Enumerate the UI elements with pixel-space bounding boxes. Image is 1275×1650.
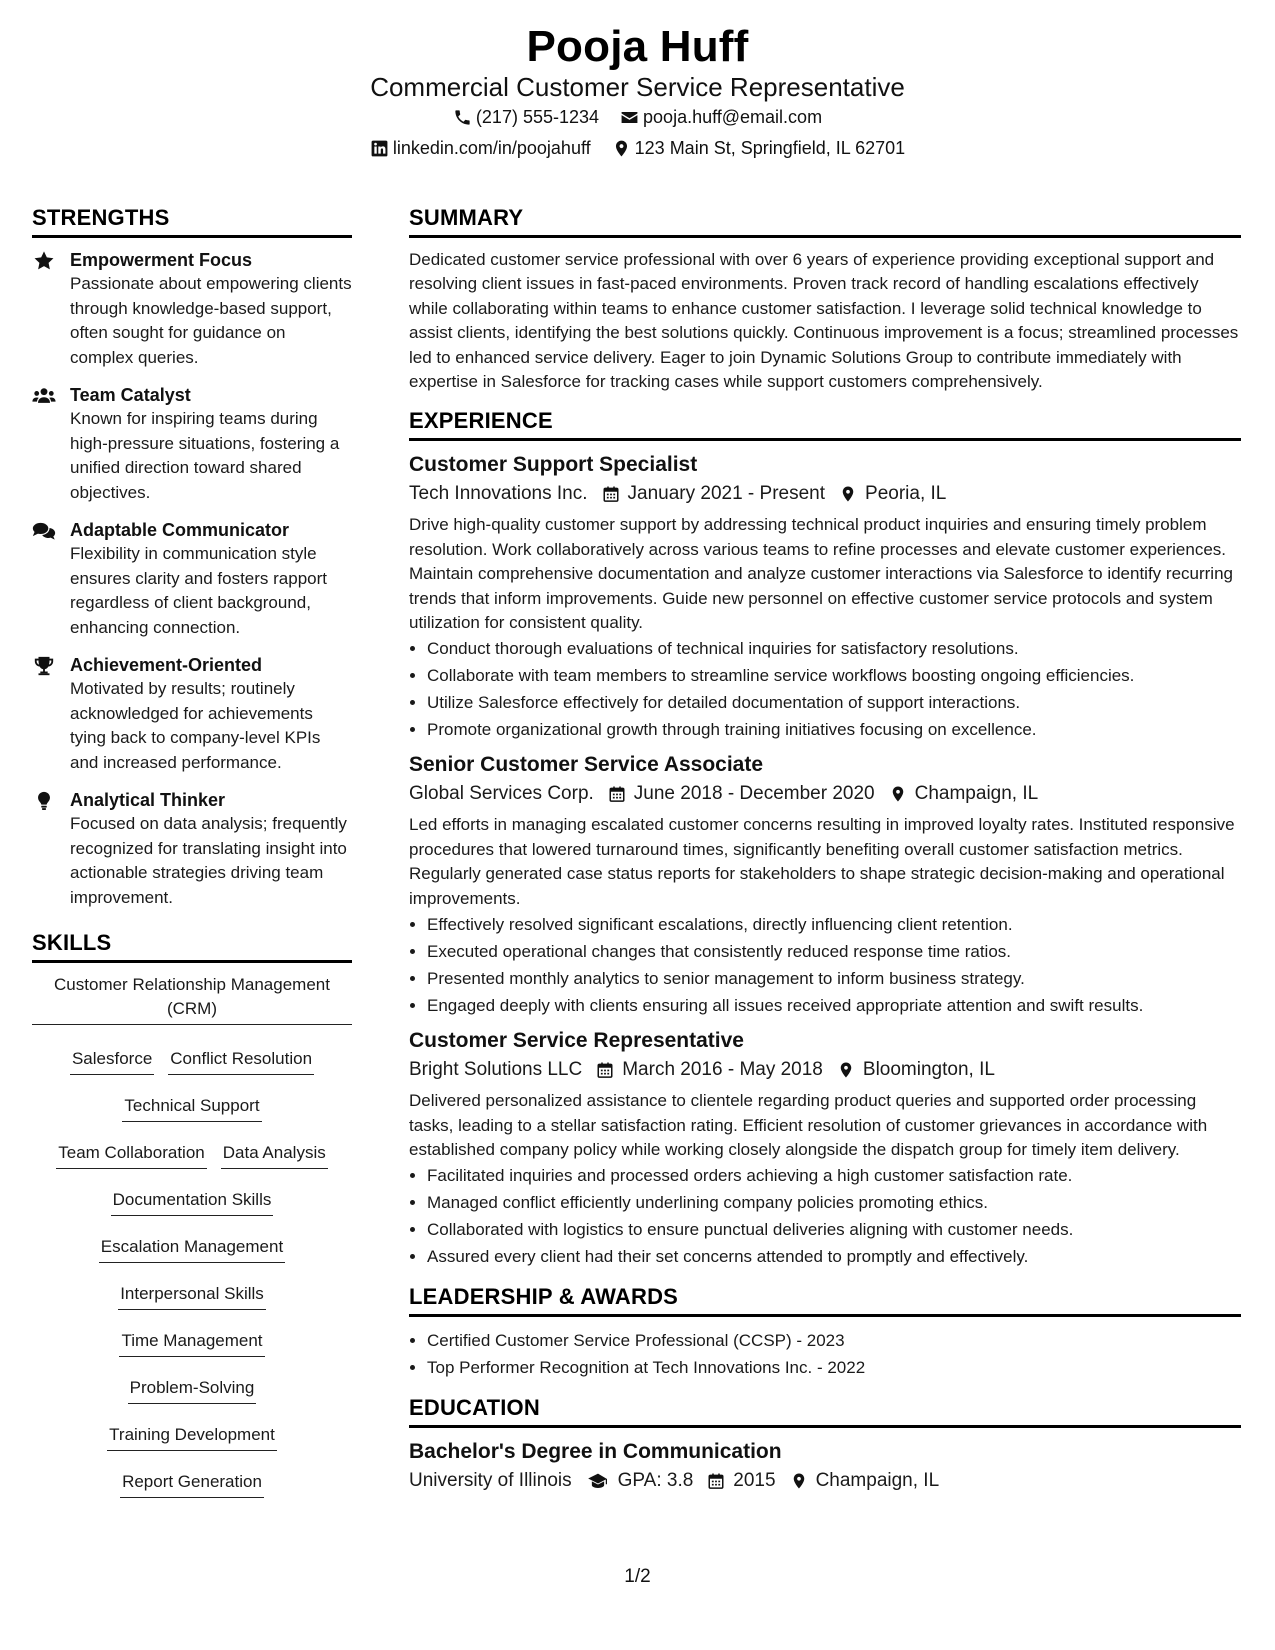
list-item: • Effectively resolved significant escalations, directly influencing client retention.	[427, 911, 1241, 938]
job-company: Tech Innovations Inc.	[409, 483, 588, 505]
phone-number: (217) 555-1234	[475, 107, 600, 127]
skill-tag: Technical Support	[122, 1094, 261, 1122]
strength-description: Flexibility in communication style ensures clarity and fosters rapport regardless of client background, enhancing connection.	[70, 544, 328, 637]
job-dates-text: March 2016 - May 2018	[622, 1059, 823, 1081]
list-item: • Promote organizational growth through training initiatives focusing on excellence.	[427, 716, 1241, 743]
phone-contact	[453, 107, 599, 128]
strength-title: Empowerment Focus	[70, 250, 253, 270]
calendar-icon	[596, 1061, 614, 1079]
education-heading: EDUCATION	[409, 1395, 1241, 1428]
linkedin-icon	[370, 139, 389, 158]
comments-icon	[32, 520, 56, 542]
strength-item	[32, 383, 352, 505]
education-location-text: Champaign, IL	[815, 1470, 940, 1492]
list-item: • Top Performer Recognition at Tech Innovations Inc. - 2022	[427, 1354, 1241, 1381]
linkedin-url[interactable]: linkedin.com/in/poojahuff	[392, 138, 591, 158]
strength-title: Analytical Thinker	[70, 790, 226, 810]
candidate-role: Commercial Customer Service Representative	[370, 72, 905, 102]
list-item: • Certified Customer Service Professional (CCSP) - 2023	[427, 1327, 1241, 1354]
strength-description: Motivated by results; routinely acknowledged for achievements tying back to company-level KPIs and increased performance.	[70, 679, 321, 772]
contact-row-1	[0, 107, 1275, 132]
street-address: 123 Main St, Springfield, IL 62701	[634, 138, 906, 158]
job-company: Bright Solutions LLC	[409, 1059, 583, 1081]
list-item: • Collaborated with logistics to ensure punctual deliveries aligning with customer needs.	[427, 1216, 1241, 1243]
list-item: • Presented monthly analytics to senior management to inform business strategy.	[427, 965, 1241, 992]
job-meta	[409, 779, 1241, 809]
strengths-section	[32, 205, 352, 910]
job-location	[837, 1055, 995, 1085]
skills-list	[32, 973, 352, 1517]
gpa-text: GPA: 3.8	[617, 1470, 694, 1492]
job-company: Global Services Corp.	[409, 783, 594, 805]
job-bullets	[409, 911, 1241, 1019]
address-contact	[612, 138, 906, 159]
left-column	[32, 205, 352, 1525]
skill-tag: Team Collaboration	[56, 1141, 206, 1169]
map-marker-icon	[790, 1472, 808, 1490]
job-location-text: Peoria, IL	[865, 483, 947, 505]
calendar-icon	[608, 785, 626, 803]
job-dates	[596, 1055, 823, 1085]
map-marker-icon	[889, 785, 907, 803]
job-title: Senior Customer Service Associate	[409, 753, 764, 777]
job-location-text: Bloomington, IL	[862, 1059, 995, 1081]
skill-tag: Data Analysis	[221, 1141, 328, 1169]
summary-section	[409, 205, 1241, 394]
job-entry	[409, 751, 1241, 1019]
contact-row-2	[0, 138, 1275, 163]
skill-tag: Training Development	[107, 1423, 277, 1451]
envelope-icon	[620, 108, 639, 127]
awards-list	[409, 1327, 1241, 1381]
job-description: Drive high-quality customer support by addressing technical product inquiries and ensuring timely problem resolution. Work collaboratively across various teams to refine processes and elevate customer experiences. Maintain comprehensive documentation and analyze customer interactions via Salesforce to identify recurring trends that inform improvements. Guide new personnel on effective customer service protocols and system utilization for consistent quality.	[409, 515, 1233, 633]
map-marker-icon	[612, 139, 631, 158]
experience-heading: EXPERIENCE	[409, 408, 1241, 441]
education-location	[790, 1466, 940, 1496]
job-dates-text: June 2018 - December 2020	[633, 783, 875, 805]
email-contact[interactable]	[620, 107, 822, 128]
phone-icon	[453, 108, 472, 127]
job-meta	[409, 479, 1241, 509]
linkedin-contact[interactable]	[370, 138, 591, 159]
right-column	[409, 205, 1241, 1504]
education-gpa	[586, 1466, 694, 1496]
summary-heading: SUMMARY	[409, 205, 1241, 238]
job-title: Customer Service Representative	[409, 1029, 744, 1053]
list-item: • Utilize Salesforce effectively for detailed documentation of support interactions.	[427, 689, 1241, 716]
strength-item	[32, 788, 352, 910]
map-marker-icon	[839, 485, 857, 503]
skill-tag: Customer Relationship Management (CRM)	[32, 973, 352, 1025]
page-number: 1/2	[624, 1566, 651, 1587]
skill-tag: Conflict Resolution	[168, 1047, 314, 1075]
list-item: • Managed conflict efficiently underlining company policies promoting ethics.	[427, 1189, 1241, 1216]
skill-tag: Escalation Management	[99, 1235, 285, 1263]
education-year	[707, 1466, 775, 1496]
list-item: • Executed operational changes that consistently reduced response time ratios.	[427, 938, 1241, 965]
list-item: • Engaged deeply with clients ensuring all issues received appropriate attention and swift results.	[427, 992, 1241, 1019]
job-bullets	[409, 1162, 1241, 1270]
skill-tag: Documentation Skills	[111, 1188, 274, 1216]
strength-title: Team Catalyst	[70, 385, 191, 405]
job-dates	[602, 479, 826, 509]
job-location	[889, 779, 1039, 809]
skill-tag: Report Generation	[120, 1470, 264, 1498]
strength-description: Known for inspiring teams during high-pressure situations, fostering a unified direction toward shared objectives.	[70, 409, 340, 502]
job-location-text: Champaign, IL	[914, 783, 1039, 805]
job-meta	[409, 1055, 1241, 1085]
education-meta	[409, 1466, 1241, 1496]
strength-description: Passionate about empowering clients through knowledge-based support, often sought for guidance on complex queries.	[70, 274, 352, 367]
skills-heading: SKILLS	[32, 930, 352, 963]
strength-title: Achievement-Oriented	[70, 655, 263, 675]
strength-item	[32, 653, 352, 775]
job-dates	[608, 779, 875, 809]
job-location	[839, 479, 946, 509]
skill-tag: Salesforce	[70, 1047, 154, 1075]
email-address[interactable]: pooja.huff@email.com	[643, 107, 823, 127]
strengths-heading: STRENGTHS	[32, 205, 352, 238]
calendar-icon	[707, 1472, 725, 1490]
job-entry	[409, 1027, 1241, 1270]
job-description: Delivered personalized assistance to clientele regarding product queries and supported order processing tasks, leading to a stellar satisfaction rating. Efficient resolution of customer grievances in accordance with established company policy while working closely alongside the dispatch group for timely item delivery.	[409, 1091, 1208, 1159]
job-title: Customer Support Specialist	[409, 453, 698, 477]
awards-section	[409, 1284, 1241, 1381]
list-item: • Facilitated inquiries and processed orders achieving a high customer satisfaction rate.	[427, 1162, 1241, 1189]
trophy-icon	[32, 655, 56, 677]
job-description: Led efforts in managing escalated customer concerns resulting in improved loyalty rates. Instituted responsive procedures that lowered turnaround times, significantly benefiting overall customer satisfaction metrics. Regularly generated case status reports for stakeholders to shape strategic decision-making and operational improvements.	[409, 815, 1235, 908]
skill-tag: Problem-Solving	[128, 1376, 257, 1404]
skill-tag: Interpersonal Skills	[118, 1282, 266, 1310]
strength-item	[32, 518, 352, 640]
list-item: • Assured every client had their set concerns attended to promptly and effectively.	[427, 1243, 1241, 1270]
strength-description: Focused on data analysis; frequently recognized for translating insight into actionable strategies driving team improvement.	[70, 814, 347, 907]
strength-title: Adaptable Communicator	[70, 520, 290, 540]
star-icon	[32, 250, 56, 272]
list-item: • Conduct thorough evaluations of technical inquiries for satisfactory resolutions.	[427, 635, 1241, 662]
users-icon	[32, 385, 56, 407]
awards-heading: LEADERSHIP & AWARDS	[409, 1284, 1241, 1317]
education-section	[409, 1395, 1241, 1496]
list-item: • Collaborate with team members to streamline service workflows boosting ongoing efficiencies.	[427, 662, 1241, 689]
lightbulb-icon	[32, 790, 56, 812]
experience-section	[409, 408, 1241, 1270]
job-dates-text: January 2021 - Present	[627, 483, 826, 505]
candidate-name: Pooja Huff	[526, 22, 749, 71]
graduation-cap-icon	[586, 1472, 610, 1490]
year-text: 2015	[733, 1470, 776, 1492]
summary-text: Dedicated customer service professional with over 6 years of experience providing exceptional support and resolving client issues in fast-paced environments. Proven track record of handling escalations effectively while collaborating within teams to enhance customer satisfaction. I leverage solid technical knowledge to assist clients, identifying the best solutions quickly. Continuous improvement is a focus; streamlined processes led to enhanced service delivery. Eager to join Dynamic Solutions Group to contribute immediately with expertise in Salesforce for tracking cases while support customers comprehensively.	[409, 250, 1239, 392]
job-entry	[409, 451, 1241, 743]
skill-tag: Time Management	[119, 1329, 264, 1357]
calendar-icon	[602, 485, 620, 503]
school-name: University of Illinois	[409, 1470, 572, 1492]
job-bullets	[409, 635, 1241, 743]
strength-item	[32, 248, 352, 370]
map-marker-icon	[837, 1061, 855, 1079]
degree-title: Bachelor's Degree in Communication	[409, 1440, 782, 1464]
skills-section	[32, 930, 352, 1517]
